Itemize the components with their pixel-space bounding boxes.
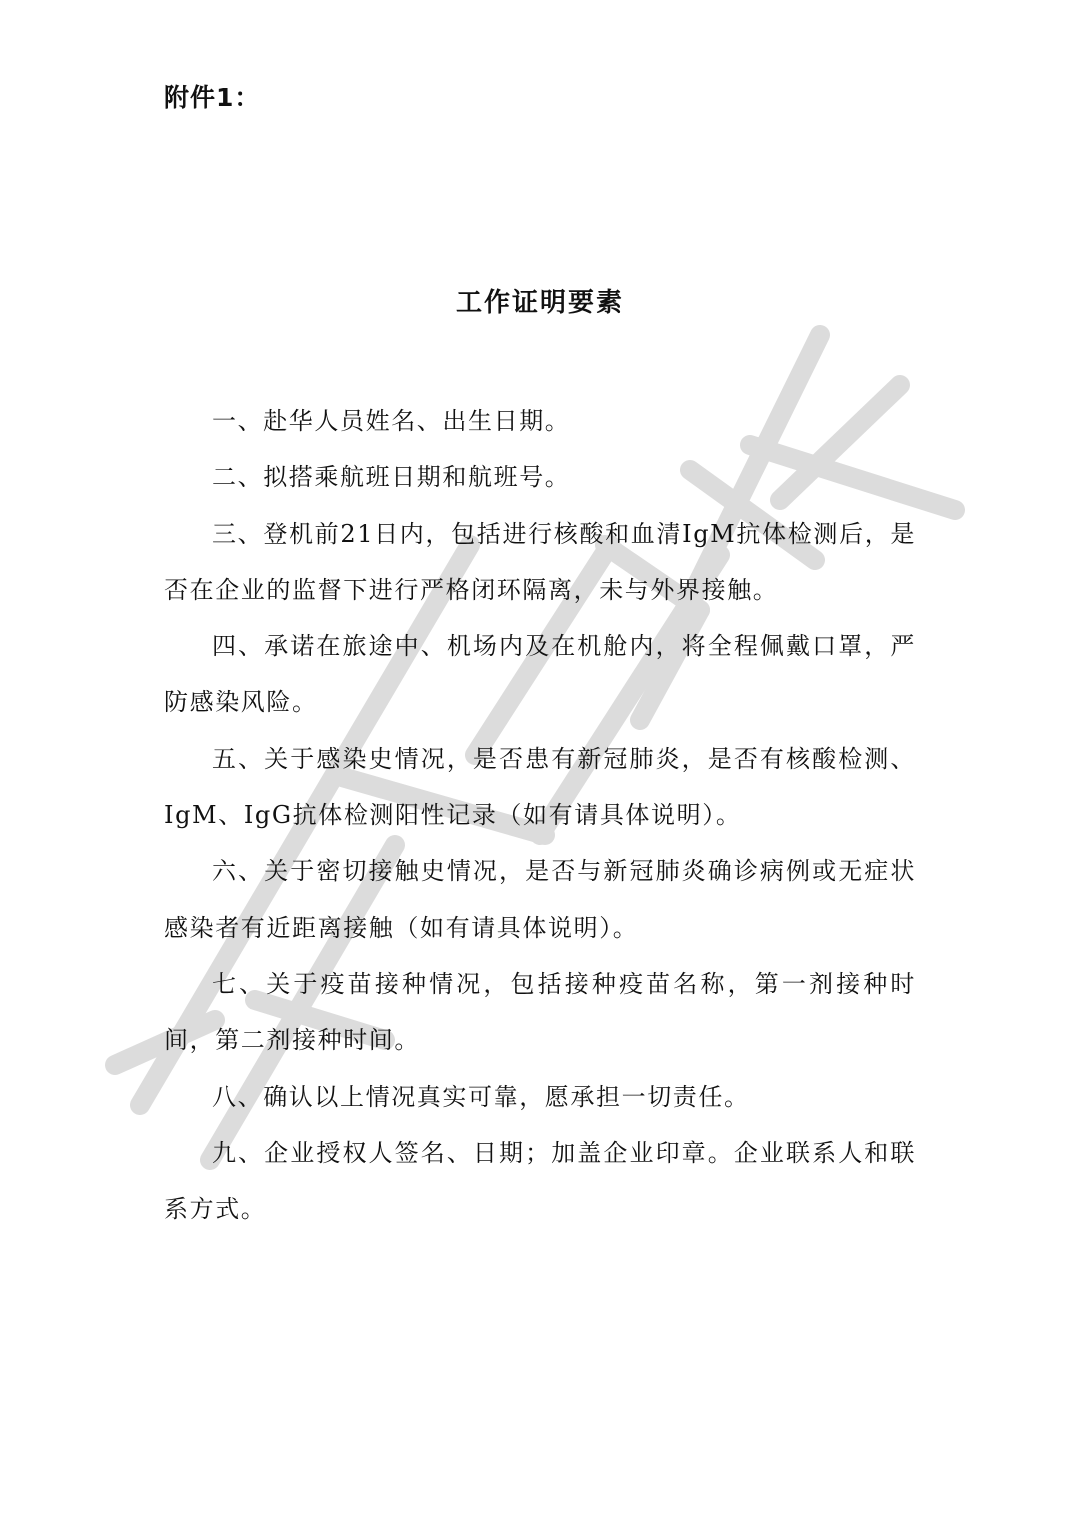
item-9: 九、企业授权人签名、日期；加盖企业印章。企业联系人和联系方式。 — [164, 1138, 916, 1224]
item-5: 五、关于感染史情况，是否患有新冠肺炎，是否有核酸检测、IgM、IgG抗体检测阳性记录（如有请具体说明）。 — [164, 744, 916, 830]
item-6: 六、关于密切接触史情况，是否与新冠肺炎确诊病例或无症状感染者有近距离接触（如有请具体说明）。 — [164, 857, 916, 942]
attachment-label: 附件1： — [164, 83, 261, 112]
item-8: 八、确认以上情况真实可靠，愿承担一切责任。 — [212, 1082, 750, 1111]
document-body — [164, 393, 916, 1237]
document-title: 工作证明要素 — [455, 288, 624, 318]
item-3: 三、登机前21日内，包括进行核酸和血清IgM抗体检测后，是否在企业的监督下进行严格闭环隔离，未与外界接触。 — [164, 519, 916, 604]
item-4: 四、承诺在旅途中、机场内及在机舱内，将全程佩戴口罩，严防感染风险。 — [164, 632, 916, 717]
item-7: 七、关于疫苗接种情况，包括接种疫苗名称，第一剂接种时间，第二剂接种时间。 — [164, 969, 916, 1055]
item-1: 一、赴华人员姓名、出生日期。 — [212, 407, 571, 435]
item-2: 二、拟搭乘航班日期和航班号。 — [212, 463, 571, 492]
